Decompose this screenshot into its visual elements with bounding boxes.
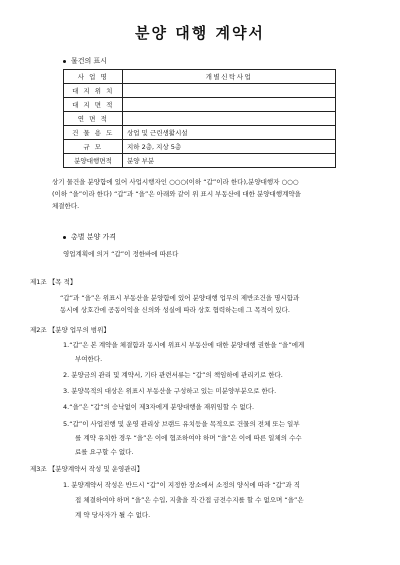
article-2-heading: 제2조 【분양 업무의 범위】 bbox=[30, 326, 110, 334]
table-key: 대 지 면 적 bbox=[64, 98, 123, 112]
list-item: 1. 분양계약서 작성은 반드시 “갑”이 지정한 장소에서 소정의 양식에 따라 “갑”과 직 bbox=[63, 481, 301, 489]
list-item: 4.“을”은 “갑”의 승낙없이 제3자에게 분양대행을 재위임할 수 없다. bbox=[63, 403, 255, 411]
table-value: 상업 및 근린생활시설 bbox=[123, 126, 336, 140]
article-1-body bbox=[60, 292, 360, 316]
list-item: 1.“갑”은 본 계약을 체결함과 동시에 위표시 부동산에 대한 분양대행 권한을 “을”에게 bbox=[63, 341, 305, 349]
article-line: 동시에 상호간에 공동이익을 신의와 성실에 따라 상호 협력하는데 그 목적이 있다. bbox=[60, 306, 290, 314]
document-title: 분양 대행 계약서 bbox=[135, 24, 265, 42]
section-price-heading bbox=[63, 232, 116, 242]
bullet-icon bbox=[63, 236, 66, 239]
list-item: 3. 분양목적의 대상은 위표시 부동산을 구성하고 있는 미분양부분으로 한다. bbox=[63, 387, 277, 395]
intro-line: (이하 “을”이라 한다) “갑”과 “을”은 아래와 같이 위 표시 부동산에 대한 분양대행계약을 bbox=[52, 190, 301, 198]
table-value bbox=[123, 112, 336, 126]
section-price-label: 총별 분양 가격 bbox=[71, 233, 117, 241]
article-3-heading: 제3조 【분양계약서 작성 및 운영관리】 bbox=[30, 465, 144, 473]
table-row bbox=[64, 98, 336, 112]
section-property-heading bbox=[63, 56, 107, 66]
table-row bbox=[64, 112, 336, 126]
table-row bbox=[64, 70, 336, 84]
section-price-text: 영업계획에 의거 “갑”이 정한바에 따른다 bbox=[63, 250, 179, 258]
table-value bbox=[123, 98, 336, 112]
table-row bbox=[64, 140, 336, 154]
table-row bbox=[64, 126, 336, 140]
property-table bbox=[63, 69, 336, 168]
table-key: 분양대행면적 bbox=[64, 154, 123, 168]
list-item: 2. 분양금의 관리 및 계약서, 기타 관련서류는 “갑”의 책임하에 관리키로 한다. bbox=[63, 371, 283, 379]
article-1-heading: 제1조 【목 적】 bbox=[30, 278, 77, 286]
table-value: 지하 2층, 지상 5층 bbox=[123, 140, 336, 154]
list-item: 5.“갑”이 사업진행 및 운영 관리상 브랜드 유치등을 목적으로 건물의 전체 또는 일부 bbox=[63, 420, 300, 428]
table-value: 분양 부분 bbox=[123, 154, 336, 168]
intro-line: 체결한다. bbox=[52, 202, 80, 210]
table-value: 개별신탁사업 bbox=[123, 70, 336, 84]
table-row bbox=[64, 84, 336, 98]
list-item: 료를 요구할 수 없다. bbox=[75, 448, 134, 456]
table-key: 연 면 적 bbox=[64, 112, 123, 126]
table-key: 대 지 위 치 bbox=[64, 84, 123, 98]
table-value bbox=[123, 84, 336, 98]
table-row bbox=[64, 154, 336, 168]
table-key: 규 모 bbox=[64, 140, 123, 154]
list-item: 접 체결하여야 하며 “을”은 수입, 지출을 직·간접 금전수지를 할 수 없으며 “을”은 bbox=[75, 496, 304, 504]
table-key: 사 업 명 bbox=[64, 70, 123, 84]
table-key: 건 물 용 도 bbox=[64, 126, 123, 140]
list-item: 부여한다. bbox=[75, 355, 103, 363]
list-item: 계 약 당사자가 될 수 없다. bbox=[75, 511, 151, 519]
article-line: “갑”과 “을”은 위표시 부동산을 분양함에 있어 분양대행 업무의 제반조건을 명시함과 bbox=[60, 294, 300, 302]
intro-line: 상기 물건을 분양함에 있어 사업시행자인 ○○○(이하 “갑”이라 한다),분양대행자 ○○○ bbox=[52, 178, 299, 186]
list-item: 를 계약 유치한 경우 “을”은 이에 협조하여야 하며 “을”은 이에 따른 일체의 수수 bbox=[75, 434, 302, 442]
bullet-icon bbox=[63, 60, 66, 63]
section-property-label: 물건의 표시 bbox=[71, 57, 108, 65]
intro-paragraph bbox=[52, 176, 362, 212]
